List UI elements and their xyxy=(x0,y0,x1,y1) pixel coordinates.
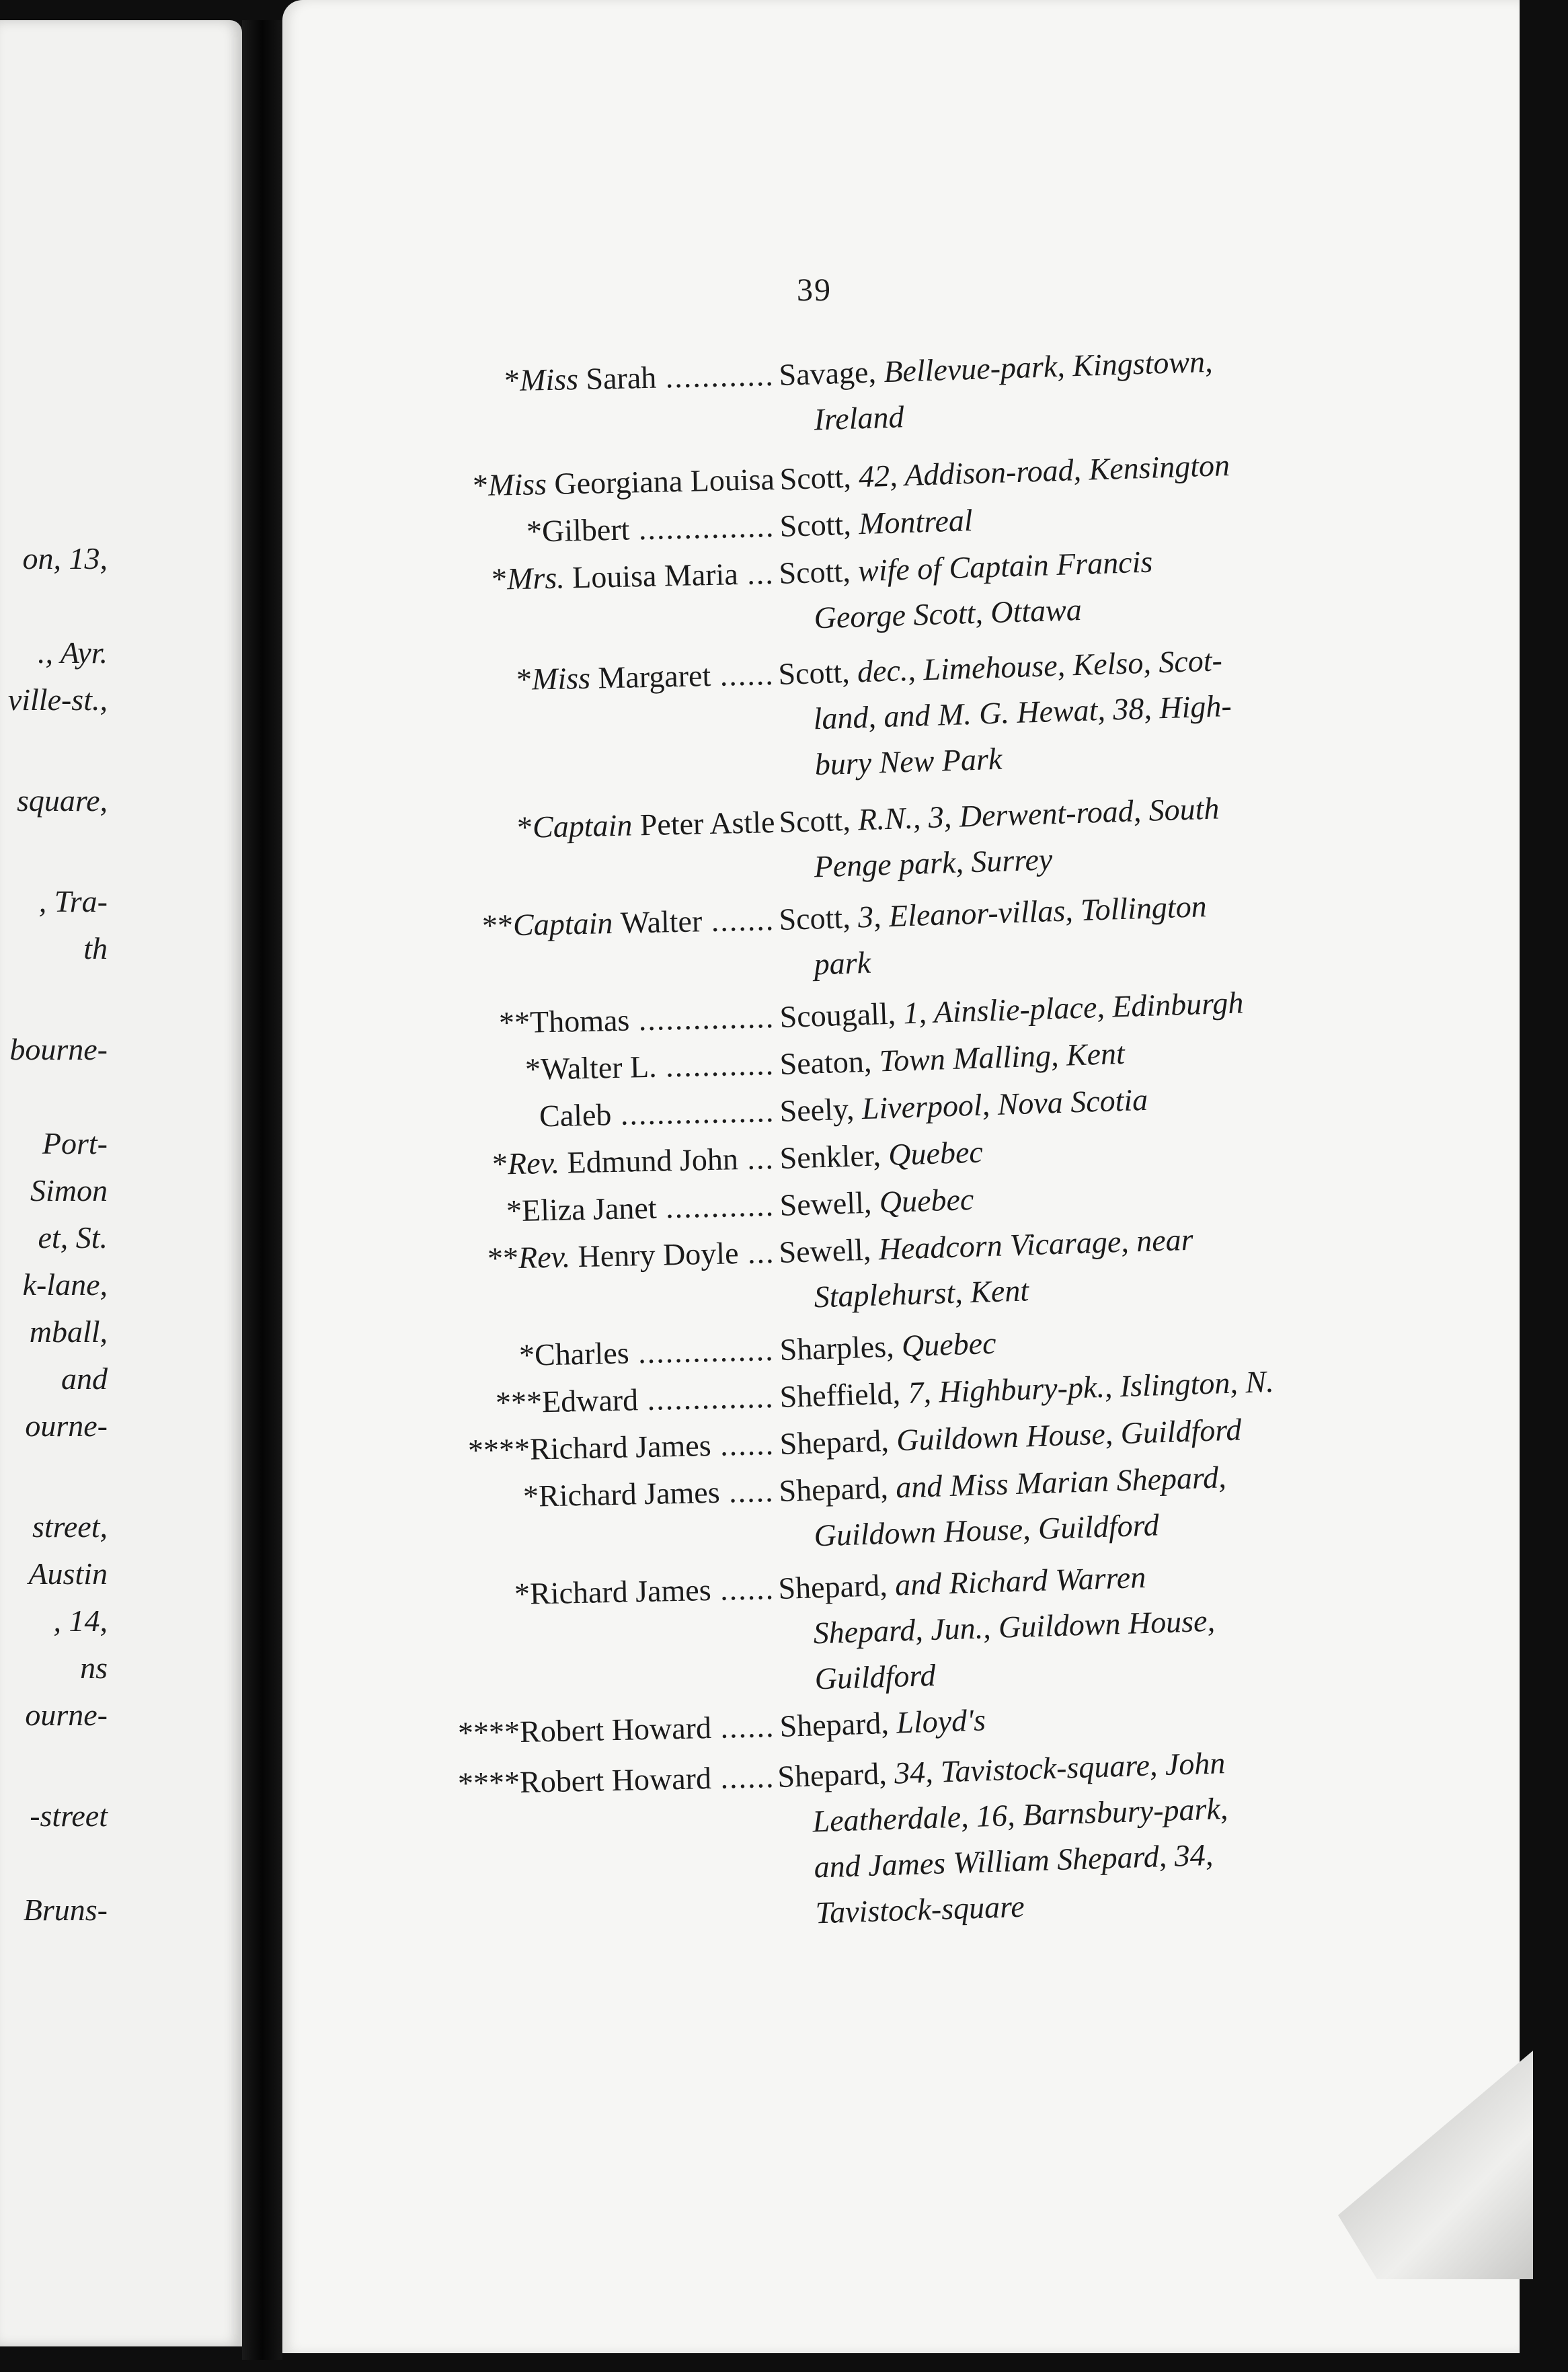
entry-address-continuation: George Scott, Ottawa xyxy=(813,592,1083,635)
entry-address-continuation: Shepard, Jun., Guildown House, xyxy=(812,1603,1216,1651)
entry-address xyxy=(779,888,1306,996)
left-page-fragment: square, xyxy=(16,783,108,818)
entry-address-text: Quebec xyxy=(888,1134,984,1172)
entry-leader: ... xyxy=(738,1141,775,1177)
entry-address-continuation: Guildown House, Guildford xyxy=(813,1507,1160,1553)
entry-name xyxy=(487,1237,775,1274)
entry-stars: ** xyxy=(481,908,514,943)
entry-surname: Scott, xyxy=(778,802,859,840)
entry-leader: ...... xyxy=(710,657,775,693)
entry-surname: Seaton, xyxy=(779,1043,880,1081)
entry-address-text: 7, Highbury-pk., Islington, N. xyxy=(907,1363,1275,1410)
entry-given-name: Robert Howard xyxy=(519,1710,712,1749)
entry-given-name: Eliza Janet xyxy=(521,1190,658,1228)
entry-stars: * xyxy=(472,467,489,503)
entry-leader: ............... xyxy=(629,509,775,547)
entry-address-text: 42, Addison-road, Kensington xyxy=(858,447,1230,494)
left-page-fragment: th xyxy=(83,931,108,965)
entry-address-text: Liverpool, Nova Scotia xyxy=(861,1082,1148,1126)
entry-stars: **** xyxy=(467,1431,531,1468)
entry-given-name: Henry Doyle xyxy=(577,1236,739,1274)
entry-address-continuation: land, and M. G. Hewat, 38, High- xyxy=(812,688,1232,736)
entry-address xyxy=(779,1460,1306,1567)
entry-surname: Shepard, xyxy=(779,1423,898,1461)
entry-stars: * xyxy=(491,561,508,596)
entry-name xyxy=(525,1049,775,1085)
entry-leader: ............... xyxy=(629,1000,775,1037)
entry-address-text: and Miss Marian Shepard, xyxy=(895,1460,1227,1505)
entry-name xyxy=(516,807,775,843)
left-page-fragment: ns xyxy=(80,1651,108,1685)
entry-surname: Shepard, xyxy=(777,1567,896,1606)
left-page xyxy=(0,20,242,2346)
left-page-fragment: Port- xyxy=(42,1126,108,1160)
entry-surname: Savage, xyxy=(778,354,885,393)
entry-name xyxy=(516,659,775,695)
left-page-fragment: on, 13, xyxy=(22,541,108,576)
entry-surname: Sharples, xyxy=(779,1329,902,1367)
entry-given-name: Richard James xyxy=(529,1572,712,1611)
entry-given-name: Thomas xyxy=(529,1002,630,1039)
entry-leader: ............ xyxy=(656,1188,775,1225)
entry-address-text: Lloyd's xyxy=(896,1702,986,1740)
entry-address-text: Headcorn Vicarage, near xyxy=(877,1222,1194,1267)
entry-leader: ....... xyxy=(701,902,775,939)
left-page-fragment: ourne- xyxy=(25,1698,108,1732)
left-page-fragment: k-lane, xyxy=(22,1267,108,1302)
entry-leader: ............... xyxy=(629,1333,775,1370)
entry-address-continuation: Tavistock-square xyxy=(815,1889,1025,1930)
entry-address xyxy=(778,643,1306,796)
entry-stars: * xyxy=(514,1576,531,1612)
entry-given-name: Walter L. xyxy=(540,1049,658,1086)
left-page-fragment: street, xyxy=(32,1509,108,1544)
entry-stars: ** xyxy=(498,1004,531,1040)
entry-address-continuation: Penge park, Surrey xyxy=(813,842,1053,884)
entry-leader: .............. xyxy=(637,1380,775,1417)
entry-stars: * xyxy=(492,1146,508,1181)
entry-stars: * xyxy=(516,809,533,845)
entry-leader: ............ xyxy=(656,1047,775,1084)
entry-leader: ................. xyxy=(611,1094,775,1132)
entry-given-name: Louisa Maria xyxy=(572,557,739,595)
entry-surname: Scougall, xyxy=(779,996,904,1034)
left-page-fragment: et, St. xyxy=(38,1220,108,1255)
entry-surname: Scott, xyxy=(779,459,859,496)
entry-stars: * xyxy=(519,1337,536,1372)
entry-title: Rev. xyxy=(507,1145,568,1181)
entry-given-name: Sarah xyxy=(586,360,658,396)
entry-name xyxy=(457,1711,775,1749)
entry-title: Captain xyxy=(512,905,621,943)
entry-title: Miss xyxy=(519,361,587,397)
left-page-fragment: mball, xyxy=(29,1314,108,1349)
entry-stars: * xyxy=(506,1193,522,1228)
left-page-fragment: ville-st., xyxy=(7,682,108,717)
entry-address-continuation: bury New Park xyxy=(814,741,1003,782)
entry-given-name: Margaret xyxy=(598,658,712,695)
entry-surname: Scott, xyxy=(778,553,859,591)
left-page-fragment: and xyxy=(61,1361,108,1396)
entry-title: Miss xyxy=(487,466,555,502)
entry-address-text: Town Malling, Kent xyxy=(878,1035,1126,1078)
entry-name xyxy=(496,1382,775,1419)
entry-address-text: dec., Limehouse, Kelso, Scot- xyxy=(857,643,1223,689)
entry-name xyxy=(504,360,775,396)
entry-address-text: Guildown House, Guildford xyxy=(896,1412,1243,1458)
entry-name xyxy=(457,1762,775,1799)
entry-title: Miss xyxy=(531,660,599,697)
left-page-fragment: ., Ayr. xyxy=(38,635,108,670)
entry-surname: Shepard, xyxy=(777,1755,895,1794)
entry-name xyxy=(468,1429,775,1466)
entry-name xyxy=(514,1573,775,1610)
entry-address xyxy=(778,1557,1306,1710)
left-page-fragment: , 14, xyxy=(53,1604,108,1638)
left-page-fragment: Simon xyxy=(30,1173,108,1208)
entry-given-name: Edward xyxy=(541,1382,639,1419)
entry-address-continuation: Staplehurst, Kent xyxy=(813,1273,1029,1314)
entry-leader: ... xyxy=(738,1235,775,1271)
entry-leader: ............ xyxy=(656,358,775,395)
entry-address-continuation: Guildford xyxy=(814,1657,937,1696)
entry-given-name: Edmund John xyxy=(567,1142,739,1180)
entry-address xyxy=(777,1745,1307,1944)
entry-name xyxy=(506,1190,775,1226)
left-page-fragment: , Tra- xyxy=(38,884,108,918)
entry-given-name: Richard James xyxy=(539,1474,721,1513)
entry-name xyxy=(492,1143,775,1180)
entry-name xyxy=(526,511,775,547)
book-gutter xyxy=(242,20,282,2360)
entry-name xyxy=(498,1002,775,1039)
entry-leader: ...... xyxy=(710,1427,775,1462)
entry-surname: Sheffield, xyxy=(779,1376,909,1414)
entry-name xyxy=(481,904,775,941)
left-page-fragment: ourne- xyxy=(25,1409,108,1443)
entry-title: Rev. xyxy=(518,1239,578,1275)
entry-stars: * xyxy=(504,362,520,398)
entry-given-name: Peter Astle xyxy=(639,805,775,842)
entry-address-text: Quebec xyxy=(878,1181,974,1220)
entry-surname: Senkler, xyxy=(779,1137,890,1175)
entry-given-name: Gilbert xyxy=(541,512,630,549)
entry-address-text: 3, Eleanor-villas, Tollington xyxy=(857,889,1208,935)
entry-name xyxy=(492,558,775,595)
entry-given-name: Georgiana Louisa xyxy=(554,462,775,501)
entry-surname: Scott, xyxy=(779,506,859,543)
entry-stars: **** xyxy=(457,1764,520,1801)
left-page-fragment: -street xyxy=(30,1798,108,1833)
left-page-fragment: Austin xyxy=(28,1556,108,1591)
entry-leader: ...... xyxy=(710,1571,775,1607)
entry-surname: Scott, xyxy=(778,900,859,937)
entry-leader: ...... xyxy=(710,1760,775,1795)
entry-address-text: Quebec xyxy=(901,1325,997,1363)
entry-given-name: Charles xyxy=(535,1335,630,1372)
entry-name xyxy=(539,1096,775,1132)
entry-address-text: and Richard Warren xyxy=(894,1559,1146,1602)
entry-surname: Sewell, xyxy=(779,1185,880,1222)
entry-given-name: Walter xyxy=(620,904,703,940)
left-page-fragment: Bruns- xyxy=(23,1893,108,1927)
entry-surname: Seely, xyxy=(779,1091,863,1128)
entry-leader: ... xyxy=(738,556,775,592)
entry-surname: Shepard, xyxy=(779,1705,898,1743)
entry-address-text: wife of Captain Francis xyxy=(857,544,1153,588)
entry-address-text: R.N., 3, Derwent-road, South xyxy=(857,791,1220,837)
entry-address-continuation: Ireland xyxy=(813,399,905,437)
entry-stars: * xyxy=(524,1052,541,1086)
entry-address-text: Bellevue-park, Kingstown, xyxy=(883,344,1214,389)
entry-name xyxy=(519,1335,775,1371)
entry-address-continuation: park xyxy=(813,945,871,982)
page-number: 39 xyxy=(797,272,832,308)
entry-name xyxy=(523,1476,775,1512)
entry-leader: ..... xyxy=(719,1474,775,1509)
entry-address-text: Montreal xyxy=(858,503,974,541)
entry-stars: * xyxy=(516,662,533,697)
entry-address xyxy=(779,791,1306,898)
entry-stars: ** xyxy=(487,1240,519,1275)
entry-address-text: 1, Ainslie-place, Edinburgh xyxy=(902,985,1245,1031)
entry-stars: * xyxy=(526,514,543,549)
entry-address-text: 34, Tavistock-square, John xyxy=(894,1745,1226,1790)
entry-given-name: Caleb xyxy=(539,1097,612,1134)
entry-address xyxy=(779,542,1306,649)
entry-stars: * xyxy=(523,1478,540,1513)
entry-leader: ...... xyxy=(710,1709,775,1745)
entry-name xyxy=(473,464,775,501)
entry-title: Mrs. xyxy=(506,560,574,596)
entry-address-continuation: and James William Shepard, 34, xyxy=(813,1837,1214,1885)
entry-address xyxy=(779,1221,1306,1329)
entry-surname: Sewell, xyxy=(778,1232,879,1270)
entry-address xyxy=(779,344,1306,451)
entry-given-name: Richard James xyxy=(529,1427,712,1466)
entry-title: Captain xyxy=(532,807,640,844)
left-page-fragment: bourne- xyxy=(9,1032,108,1066)
entry-given-name: Robert Howard xyxy=(519,1760,712,1799)
entry-surname: Scott, xyxy=(777,654,858,692)
entry-address-continuation: Leatherdale, 16, Barnsbury-park, xyxy=(812,1791,1228,1839)
entry-surname: Shepard, xyxy=(778,1470,897,1509)
entry-stars: *** xyxy=(495,1384,543,1420)
entry-stars: **** xyxy=(457,1714,520,1750)
